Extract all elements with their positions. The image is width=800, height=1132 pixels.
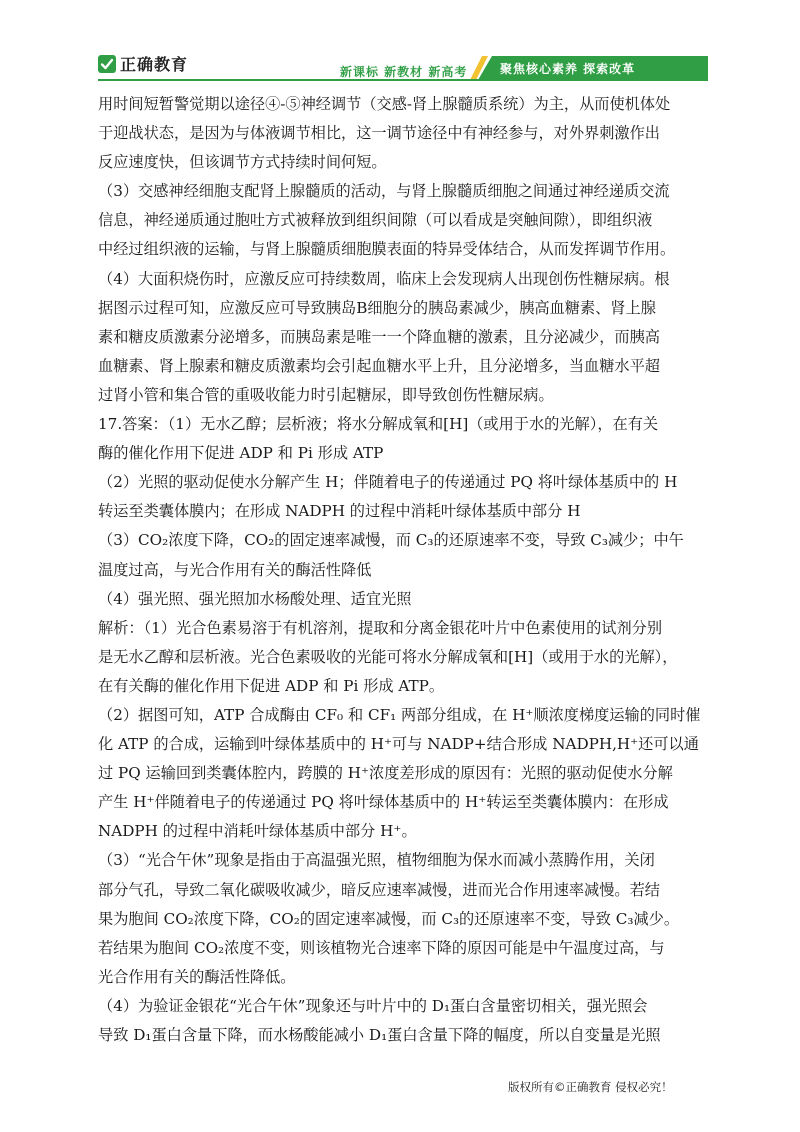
text-line: （4）大面积烧伤时，应激反应可持续数周，临床上会发现病人出现创伤性糖尿病。根 xyxy=(98,269,670,288)
text-line: 血糖素、肾上腺素和糖皮质激素均会引起血糖水平上升，且分泌增多，当血糖水平超 xyxy=(98,356,660,375)
text-line: 中经过组织液的运输，与肾上腺髓质细胞膜表面的特异受体结合，从而发挥调节作用。 xyxy=(98,240,676,259)
text-line: NADPH 的过程中消耗叶绿体基质中部分 H⁺。 xyxy=(98,822,417,841)
text-line: 在有关酶的催化作用下促进 ADP 和 Pi 形成 ATP。 xyxy=(98,676,445,695)
text-line: 产生 H⁺伴随着电子的传递通过 PQ 将叶绿体基质中的 H⁺转运至类囊体膜内：在形成 xyxy=(98,793,669,812)
header-divider xyxy=(98,79,708,81)
text-line: 光合作用有关的酶活性降低。 xyxy=(98,967,296,986)
text-line: 信息，神经递质通过胞吐方式被释放到组织间隙（可以看成是突触间隙），即组织液 xyxy=(98,211,653,230)
text-line: 是无水乙醇和层析液。光合色素吸收的光能可将水分解成氧和[H]（或用于水的光解）， xyxy=(98,647,678,666)
text-line: 解析：（1）光合色素易溶于有机溶剂，提取和分离金银花叶片中色素使用的试剂分别 xyxy=(98,618,663,637)
text-line: 用时间短暂警觉期以途径④-⑤神经调节（交感-肾上腺髓质系统）为主，从而使机体处 xyxy=(98,95,671,113)
text-line: （3）交感神经细胞支配肾上腺髓质的活动，与肾上腺髓质细胞之间通过神经递质交流 xyxy=(98,182,670,201)
text-line: （4）强光照、强光照加水杨酸处理、适宜光照 xyxy=(98,589,412,608)
text-line: （3）CO₂浓度下降，CO₂的固定速率减慢，而 C₃的还原速率不变，导致 C₃减少；中午 xyxy=(98,531,684,550)
page-header xyxy=(0,0,800,90)
header-banner-text: 聚焦核心素养 探索改革 xyxy=(500,62,636,76)
document-body xyxy=(98,90,706,1050)
text-line: 若结果为胞间 CO₂浓度不变，则该植物光合速率下降的原因可能是中午温度过高，与 xyxy=(98,938,665,957)
text-line: （4）为验证金银花“光合午休”现象还与叶片中的 D₁蛋白含量密切相关，强光照会 xyxy=(98,996,648,1015)
text-line: （2）光照的驱动促使水分解产生 H；伴随着电子的传递通过 PQ 将叶绿体基质中的 H xyxy=(98,473,678,492)
text-line: 部分气孔，导致二氧化碳吸收减少，暗反应速率减慢，进而光合作用速率减慢。若结 xyxy=(98,880,660,899)
text-line: （2）据图可知，ATP 合成酶由 CF₀ 和 CF₁ 两部分组成，在 H⁺顺浓度梯度运输的同时催 xyxy=(98,705,701,724)
text-line: 17.答案：（1）无水乙醇；层析液；将水分解成氧和[H]（或用于水的光解），在有关 xyxy=(98,415,659,434)
text-line: 转运至类囊体膜内；在形成 NADPH 的过程中消耗叶绿体基质中部分 H xyxy=(98,502,581,521)
text-line: 过肾小管和集合管的重吸收能力时引起糖尿，即导致创伤性糖尿病。 xyxy=(98,385,554,404)
logo-text: 正确教育 xyxy=(120,55,189,74)
text-line: 导致 D₁蛋白含量下降，而水杨酸能减小 D₁蛋白含量下降的幅度，所以自变量是光照 xyxy=(98,1026,661,1044)
text-line: 过 PQ 运输回到类囊体腔内，跨膜的 H⁺浓度差形成的原因有：光照的驱动促使水分解 xyxy=(98,764,673,783)
text-line: 素和糖皮质激素分泌增多，而胰岛素是唯一一个降血糖的激素，且分泌减少，而胰高 xyxy=(98,327,660,346)
text-line: （3）“光合午休”现象是指由于高温强光照，植物细胞为保水而减小蒸腾作用，关闭 xyxy=(98,851,655,870)
copyright-footer: 版权所有©正确教育 侵权必究！ xyxy=(508,1080,673,1094)
text-line: 果为胞间 CO₂浓度下降，CO₂的固定速率减慢，而 C₃的还原速率不变，导致 C₃减少。 xyxy=(98,909,680,928)
text-line: 温度过高，与光合作用有关的酶活性降低 xyxy=(98,560,372,579)
text-line: 酶的催化作用下促进 ADP 和 Pi 形成 ATP xyxy=(98,444,384,463)
logo xyxy=(98,52,188,75)
text-line: 化 ATP 的合成，运输到叶绿体基质中的 H⁺可与 NADP+结合形成 NADPH,H⁺还可以通 xyxy=(98,735,699,754)
text-line: 反应速度快，但该调节方式持续时间何短。 xyxy=(98,153,387,172)
checkmark-icon xyxy=(98,55,116,73)
header-slogan: 新课标 新教材 新高考 xyxy=(340,65,468,79)
text-line: 据图示过程可知，应激反应可导致胰岛B细胞分的胰岛素减少，胰高血糖素、肾上腺 xyxy=(98,298,656,317)
text-line: 于迎战状态，是因为与体液调节相比，这一调节途径中有神经参与，对外界刺激作出 xyxy=(98,124,660,143)
